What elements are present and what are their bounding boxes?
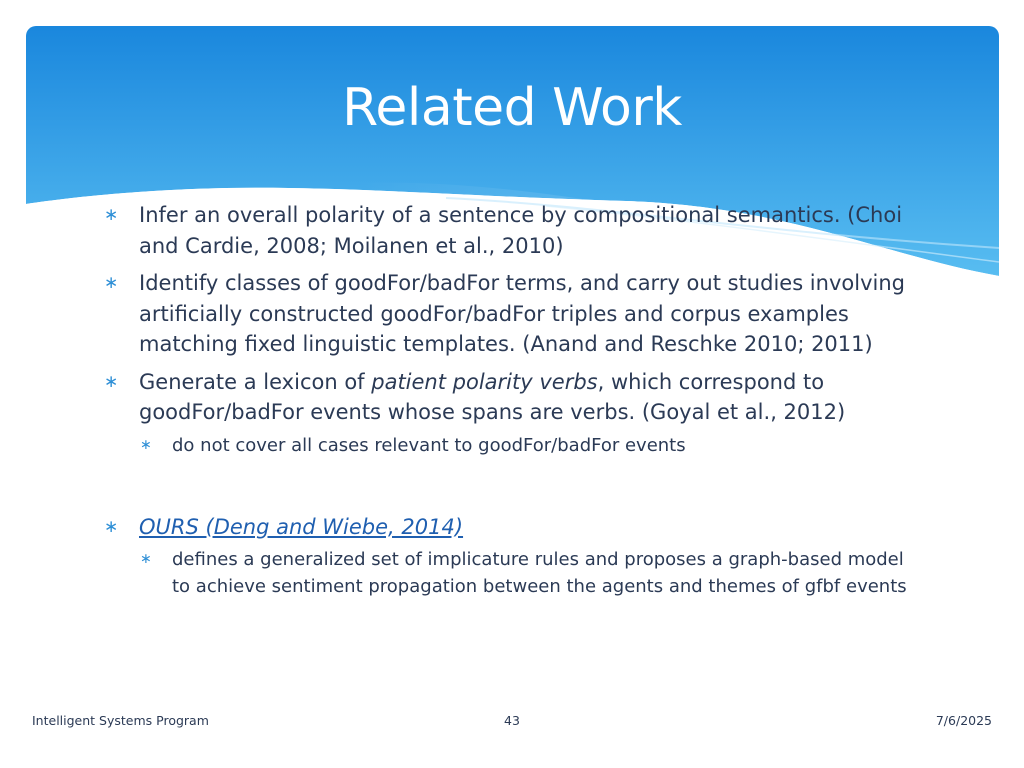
sub-bullet-item — [104, 546, 924, 600]
asterisk-bullet-icon: ∗ — [104, 273, 119, 293]
bullet-item-2 — [104, 268, 924, 360]
ours-link[interactable]: OURS (Deng and Wiebe, 2014) — [139, 514, 464, 539]
bullet-text: Infer an overall polarity of a sentence by compositional semantics. (Choi and Cardie, 2008; Moilanen et al., 2010) — [139, 203, 903, 258]
bullet-text: Identify classes of goodFor/badFor terms, and carry out studies involving artificially constructed goodFor/badFor triples and corpus examples matching fixed linguistic templates. (Anand and Reschke 2010; 2011) — [139, 271, 905, 356]
footer-date: 7/6/2025 — [935, 713, 992, 728]
bullet-text-before: Generate a lexicon of — [139, 369, 372, 394]
sub-bullet-text: do not cover all cases relevant to goodFor/badFor events — [172, 434, 686, 456]
footer-slide-number: 43 — [504, 713, 520, 728]
bullet-item-4 — [104, 512, 924, 601]
sub-bullet-item — [104, 432, 924, 459]
asterisk-bullet-icon: ∗ — [140, 436, 152, 453]
bullet-item-3 — [104, 367, 924, 459]
bullet-text-after: , which correspond to goodFor/badFor events whose spans are verbs. (Goyal et al., 2012) — [139, 369, 846, 424]
bullet-list — [104, 200, 924, 607]
asterisk-bullet-icon: ∗ — [104, 205, 119, 225]
asterisk-bullet-icon: ∗ — [140, 551, 152, 567]
sub-bullet-text: defines a generalized set of implicature rules and proposes a graph-based model to achieve sentiment propagation between the agents and themes of gfbf events — [172, 549, 907, 597]
asterisk-bullet-icon: ∗ — [104, 371, 119, 392]
footer-program-name: Intelligent Systems Program — [32, 713, 209, 728]
asterisk-bullet-icon: ∗ — [104, 516, 119, 537]
slide-title: Related Work — [342, 78, 682, 138]
bullet-item-1 — [104, 200, 924, 261]
bullet-text-italic: patient polarity verbs — [371, 369, 598, 394]
spacer — [104, 466, 924, 512]
